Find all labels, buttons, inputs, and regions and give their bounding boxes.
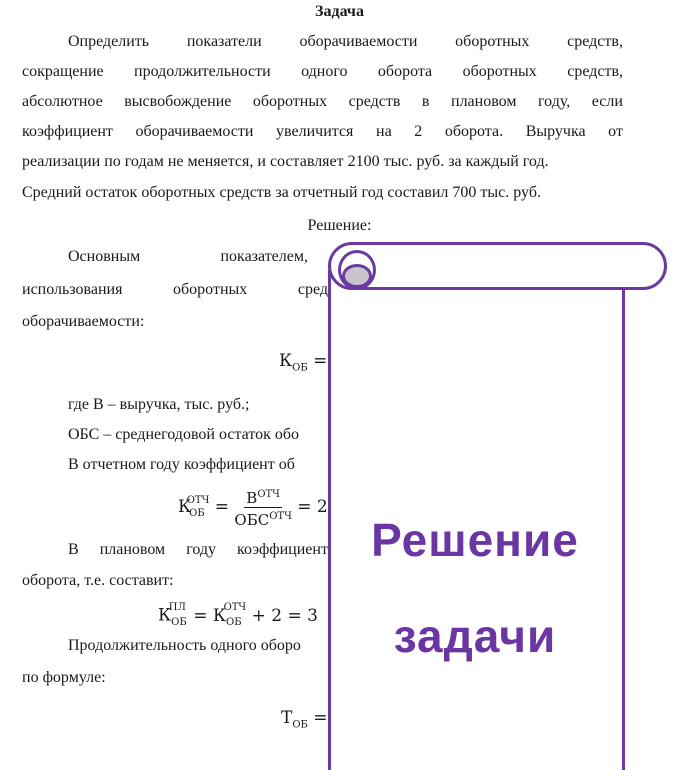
word: оборотных [462, 63, 537, 80]
word: оборотных [173, 281, 248, 298]
word: оборачиваемости [135, 123, 254, 140]
subscript: ОБ [226, 617, 242, 629]
symbol-k: К [178, 497, 192, 517]
scroll-top-roll [328, 242, 667, 290]
where-revenue: где В – выручка, тыс. руб.; [68, 396, 250, 413]
word: коэффициент [237, 541, 328, 558]
formula-plan-turnover [158, 601, 318, 634]
word: Выручка [525, 123, 586, 140]
word: году, [538, 93, 571, 110]
banner-title-line-2: задачи [393, 610, 557, 662]
task-line-1 [68, 32, 623, 52]
word: показателем, [220, 248, 308, 265]
superscript: ОТЧ [186, 495, 210, 507]
cut-value: 2 [316, 497, 328, 517]
solution-line-3: оборачиваемости: [22, 313, 145, 330]
formula-duration [281, 707, 328, 736]
subscript: ОБ [292, 719, 308, 731]
plus-two: + 2 = 3 [246, 605, 318, 626]
word: оборачиваемости [299, 33, 418, 50]
solution-line-2 [22, 280, 328, 300]
formula-report-turnover: $К_{ОБ}^{ОТЧ}$ = $\frac{В^{ОТЧ}}{ОБС^{ОТЧ}}$ = 2 [178, 486, 328, 529]
word: 2 [414, 123, 423, 140]
denominator-sup: ОТЧ [269, 511, 292, 522]
equals: = [307, 351, 328, 371]
banner-title-line-1: Решение [371, 514, 579, 566]
word: оборота [377, 63, 433, 80]
word: если [591, 93, 623, 110]
word: в [421, 93, 430, 110]
formula-intro: по формуле: [22, 669, 106, 686]
word: оборотных [252, 93, 328, 110]
word: средств, [567, 33, 623, 50]
task-line-3 [22, 92, 623, 112]
word: году [186, 541, 217, 558]
word: сокращение [22, 63, 104, 80]
numerator-sup: ОТЧ [257, 489, 280, 500]
superscript: ОТЧ [223, 602, 247, 613]
denominator: ОБС [234, 511, 270, 529]
word: оборота. [444, 123, 504, 140]
report-year-line: В отчетном году коэффициент об [68, 456, 295, 473]
scroll-curl-inner-icon [342, 264, 372, 288]
word: Основным [68, 248, 141, 265]
word: средств, [567, 63, 623, 80]
task-line-2 [22, 62, 623, 82]
plan-year-line [68, 540, 328, 560]
subscript: ОБ [292, 362, 308, 374]
duration-line: Продолжительность одного оборо [68, 637, 301, 654]
word: сред [297, 281, 328, 298]
word: высвобождение [124, 93, 232, 110]
equals: = [297, 497, 312, 517]
word: плановом [451, 93, 517, 110]
task-heading: Задача [315, 3, 364, 20]
word: увеличится [276, 123, 354, 140]
word: абсолютное [22, 93, 103, 110]
symbol-t: Т [281, 708, 293, 728]
word: показатели [186, 33, 262, 50]
word: коэффициент [22, 123, 113, 140]
solution-line-1 [68, 247, 308, 267]
task-line-4 [22, 122, 623, 142]
numerator: В [246, 489, 258, 507]
word: использования [22, 281, 123, 298]
equals-k: = К [187, 605, 227, 626]
word: от [608, 123, 623, 140]
word: средств [348, 93, 401, 110]
word: одного [301, 63, 348, 80]
word: оборотных [455, 33, 530, 50]
task-line-6: Средний остаток оборотных средств за отчетный год составил 700 тыс. руб. [22, 184, 541, 201]
symbol-k: К [158, 605, 172, 626]
formula-turnover [279, 350, 327, 379]
word: продолжительности [134, 63, 271, 80]
task-line-5: реализации по годам не меняется, и составляет 2100 тыс. руб. за каждый год. [22, 153, 549, 170]
where-working-capital: ОБС – среднегодовой остаток обо [68, 426, 300, 443]
word: на [376, 123, 392, 140]
word: плановом [99, 541, 166, 558]
plan-year-line-2: оборота, т.е. составит: [22, 572, 174, 589]
fraction [234, 486, 291, 529]
word: Определить [68, 33, 150, 50]
solution-label: Решение: [307, 217, 372, 234]
superscript: ПЛ [168, 602, 186, 613]
symbol-k: К [279, 351, 293, 371]
subscript: ОБ [171, 617, 187, 629]
equals: = [307, 708, 328, 728]
subscript: ОБ [189, 508, 205, 520]
word: В [68, 541, 79, 558]
